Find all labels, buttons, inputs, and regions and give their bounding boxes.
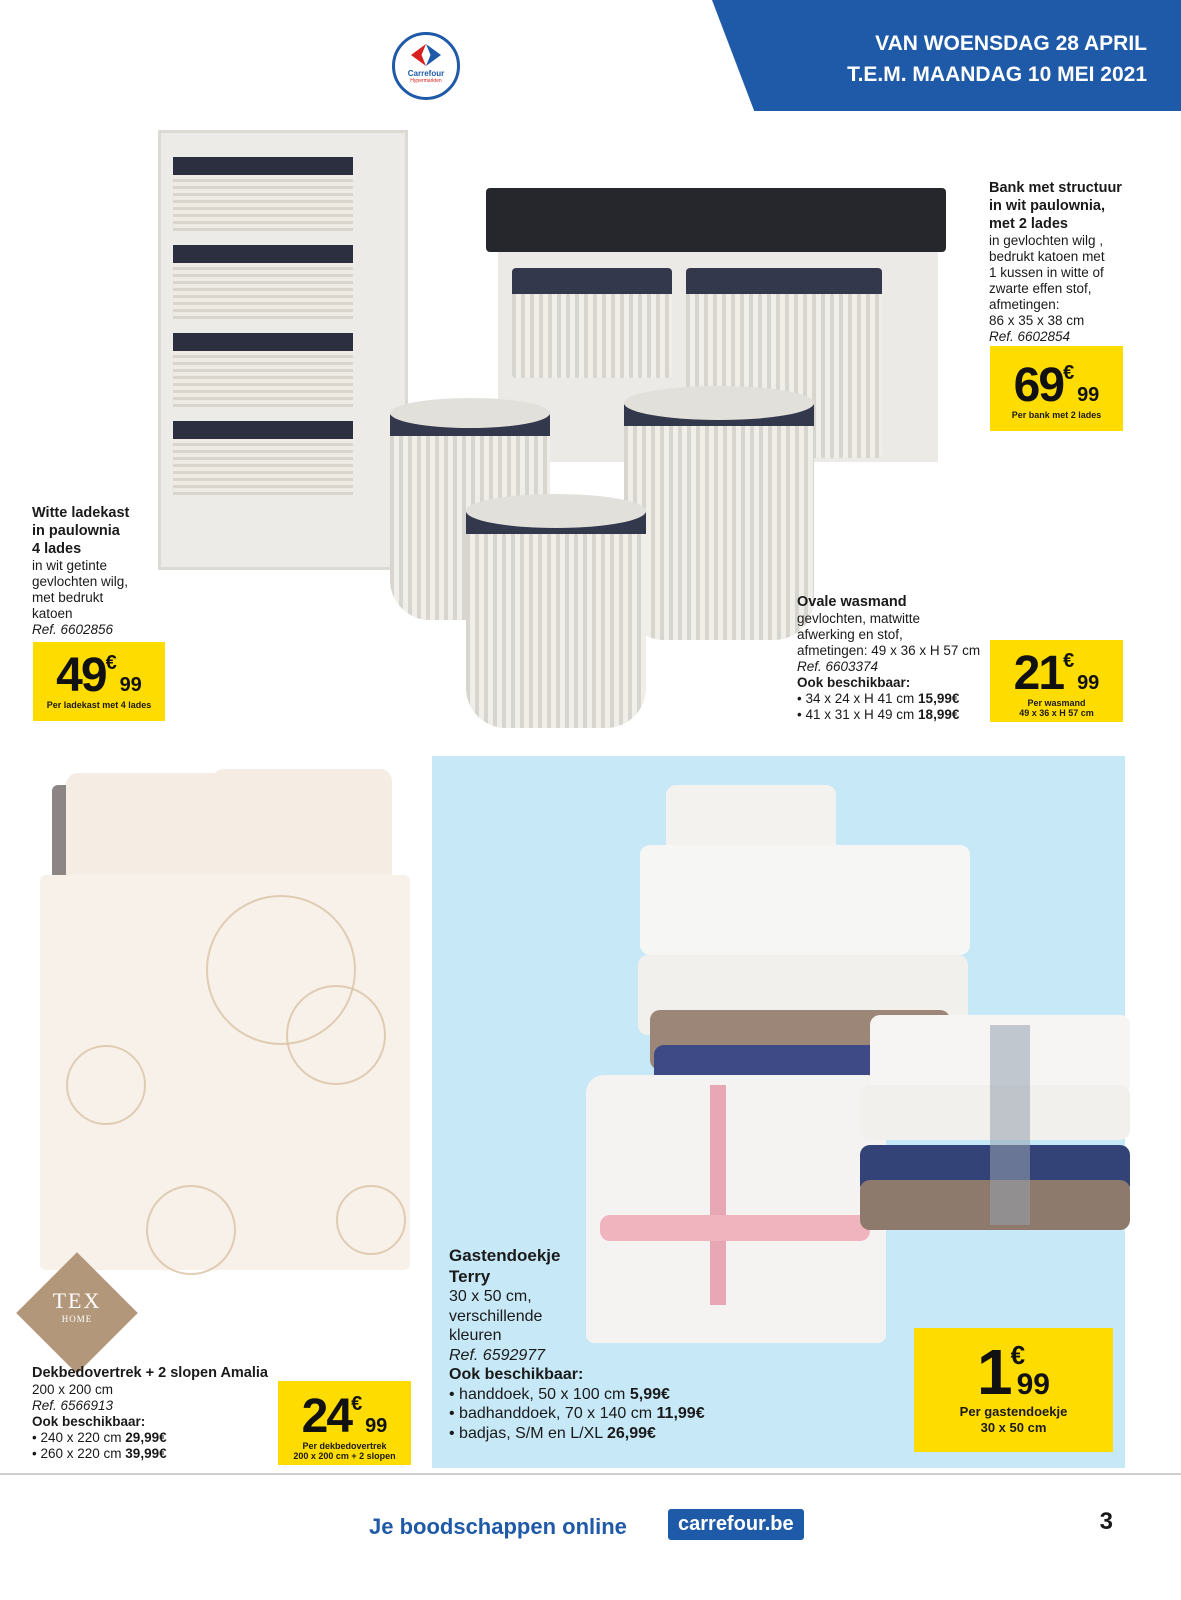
cabinet-price-int: 49 xyxy=(56,649,106,702)
bench-price-per: Per bank met 2 lades xyxy=(1011,410,1102,420)
basket-option-1-label: • 34 x 24 x H 41 cm xyxy=(797,691,915,706)
towel-price-tag xyxy=(914,1328,1113,1452)
bench-desc-5: afmetingen: xyxy=(989,297,1060,312)
towel-price-per-1: Per gastendoekje xyxy=(959,1404,1068,1419)
duvet-also: Ook beschikbaar: xyxy=(32,1414,146,1429)
footer-divider xyxy=(0,1473,1181,1475)
bench-desc-3: 1 kussen in witte of xyxy=(989,265,1104,280)
basket-option-1 xyxy=(797,691,980,707)
basket-option-2 xyxy=(797,707,980,723)
bench-price-cents: 99 xyxy=(1077,384,1100,406)
cabinet-desc-1: in wit getinte xyxy=(32,558,108,573)
basket-also: Ook beschikbaar: xyxy=(797,675,911,690)
logo-sub: Hypermarkten xyxy=(410,78,442,84)
basket-option-1-price: 15,99€ xyxy=(918,691,960,706)
cabinet-desc-3: met bedrukt xyxy=(32,590,104,605)
basket-desc-1: gevlochten, matwitte xyxy=(797,611,921,626)
towel-info xyxy=(449,1245,705,1443)
basket-info xyxy=(797,593,980,723)
towel-price-int: 1 xyxy=(977,1336,1011,1408)
duvet-option-1-price: 29,99€ xyxy=(125,1430,167,1445)
duvet-price-int: 24 xyxy=(301,1390,352,1443)
towel-option-2-price: 11,99€ xyxy=(656,1405,705,1422)
duvet-option-2-label: • 260 x 220 cm xyxy=(32,1446,122,1461)
basket-option-2-label: • 41 x 31 x H 49 cm xyxy=(797,707,915,722)
cabinet-title-3: 4 lades xyxy=(32,541,82,557)
duvet-option-1 xyxy=(32,1430,268,1446)
duvet-info xyxy=(32,1364,268,1462)
euro-sign: € xyxy=(1063,650,1075,672)
page-number: 3 xyxy=(1099,1508,1113,1535)
duvet-price-per-1: Per dekbedovertrek xyxy=(302,1441,387,1451)
offer-period-start: VAN WOENSDAG 28 APRIL xyxy=(875,32,1147,55)
towel-option-2 xyxy=(449,1404,705,1424)
cabinet-desc-2: gevlochten wilg, xyxy=(32,574,129,589)
carrefour-logo xyxy=(392,32,460,100)
laundry-basket-image xyxy=(380,380,820,740)
towel-option-1 xyxy=(449,1385,705,1405)
bench-title-1: Bank met structuur xyxy=(989,180,1122,196)
cabinet-price-per: Per ladekast met 4 lades xyxy=(46,700,152,710)
bench-price-int: 69 xyxy=(1013,359,1064,412)
duvet-option-1-label: • 240 x 220 cm xyxy=(32,1430,122,1445)
towel-option-3-label: • badjas, S/M en L/XL xyxy=(449,1424,603,1442)
towel-option-3 xyxy=(449,1424,705,1444)
bench-desc-1: in gevlochten wilg , xyxy=(989,233,1104,248)
bench-title-3: met 2 lades xyxy=(989,216,1068,232)
footer-tagline: Je boodschappen online xyxy=(369,1514,627,1539)
towel-desc-3: kleuren xyxy=(449,1327,502,1344)
bench-ref: Ref. 6602854 xyxy=(989,329,1071,344)
euro-sign: € xyxy=(1063,362,1075,384)
carrefour-logo-icon xyxy=(411,44,441,66)
basket-desc-2: afwerking en stof, xyxy=(797,627,903,642)
towel-price-per-2: 30 x 50 cm xyxy=(980,1420,1047,1435)
basket-option-2-price: 18,99€ xyxy=(918,707,960,722)
towel-price-cents: 99 xyxy=(1016,1368,1050,1401)
logo-brand: Carrefour xyxy=(407,69,445,78)
basket-price-int: 21 xyxy=(1013,647,1064,700)
cabinet-image xyxy=(158,130,408,570)
cabinet-title-1: Witte ladekast xyxy=(32,505,130,521)
duvet-desc-1: 200 x 200 cm xyxy=(32,1382,114,1397)
towel-desc-1: 30 x 50 cm, xyxy=(449,1288,532,1305)
towel-ref: Ref. 6592977 xyxy=(449,1346,546,1364)
basket-price-per-1: Per wasmand xyxy=(1027,698,1086,708)
basket-price-cents: 99 xyxy=(1077,672,1100,694)
bench-desc-4: zwarte effen stof, xyxy=(989,281,1092,296)
bench-desc-6: 86 x 35 x 38 cm xyxy=(989,313,1085,328)
euro-sign: € xyxy=(105,652,117,674)
towel-title-2: Terry xyxy=(449,1267,491,1286)
towel-title-1: Gastendoekje xyxy=(449,1246,561,1265)
euro-sign: € xyxy=(351,1393,363,1415)
towel-also: Ook beschikbaar: xyxy=(449,1366,584,1383)
duvet-price-cents: 99 xyxy=(365,1415,388,1437)
duvet-image xyxy=(36,765,416,1270)
euro-sign: € xyxy=(1010,1340,1026,1370)
basket-title: Ovale wasmand xyxy=(797,594,907,610)
bench-price-tag xyxy=(990,346,1123,431)
basket-price-per-2: 49 x 36 x H 57 cm xyxy=(1019,708,1094,718)
offer-period-end: T.E.M. MAANDAG 10 MEI 2021 xyxy=(847,63,1147,86)
basket-ref: Ref. 6603374 xyxy=(797,659,879,674)
towel-option-2-label: • badhanddoek, 70 x 140 cm xyxy=(449,1405,653,1422)
duvet-price-tag xyxy=(278,1381,411,1465)
cabinet-price-cents: 99 xyxy=(119,674,142,696)
bench-info xyxy=(989,179,1122,345)
duvet-title: Dekbedovertrek + 2 slopen Amalia xyxy=(32,1365,268,1381)
carrefour-website-link[interactable]: carrefour.be xyxy=(668,1509,804,1540)
towel-option-3-price: 26,99€ xyxy=(607,1424,656,1442)
duvet-option-2-price: 39,99€ xyxy=(125,1446,167,1461)
cabinet-price-tag xyxy=(33,642,165,721)
tex-home-label xyxy=(34,1288,120,1324)
cabinet-desc-4: katoen xyxy=(32,606,73,621)
tex-brand: TEX xyxy=(52,1288,102,1313)
offer-period xyxy=(847,28,1147,90)
cabinet-info xyxy=(32,504,129,638)
cabinet-title-2: in paulownia xyxy=(32,523,120,539)
cabinet-ref: Ref. 6602856 xyxy=(32,622,114,637)
duvet-price-per-2: 200 x 200 cm + 2 slopen xyxy=(293,1451,396,1461)
towel-option-1-label: • handdoek, 50 x 100 cm xyxy=(449,1385,626,1403)
basket-price-tag xyxy=(990,640,1123,722)
towel-desc-2: verschillende xyxy=(449,1307,543,1325)
bench-title-2: in wit paulownia, xyxy=(989,198,1105,214)
basket-desc-3: afmetingen: 49 x 36 x H 57 cm xyxy=(797,643,981,658)
towel-option-1-price: 5,99€ xyxy=(629,1385,670,1403)
tex-home: HOME xyxy=(61,1314,93,1324)
bench-desc-2: bedrukt katoen met xyxy=(989,249,1105,264)
duvet-option-2 xyxy=(32,1446,268,1462)
duvet-ref: Ref. 6566913 xyxy=(32,1398,114,1413)
